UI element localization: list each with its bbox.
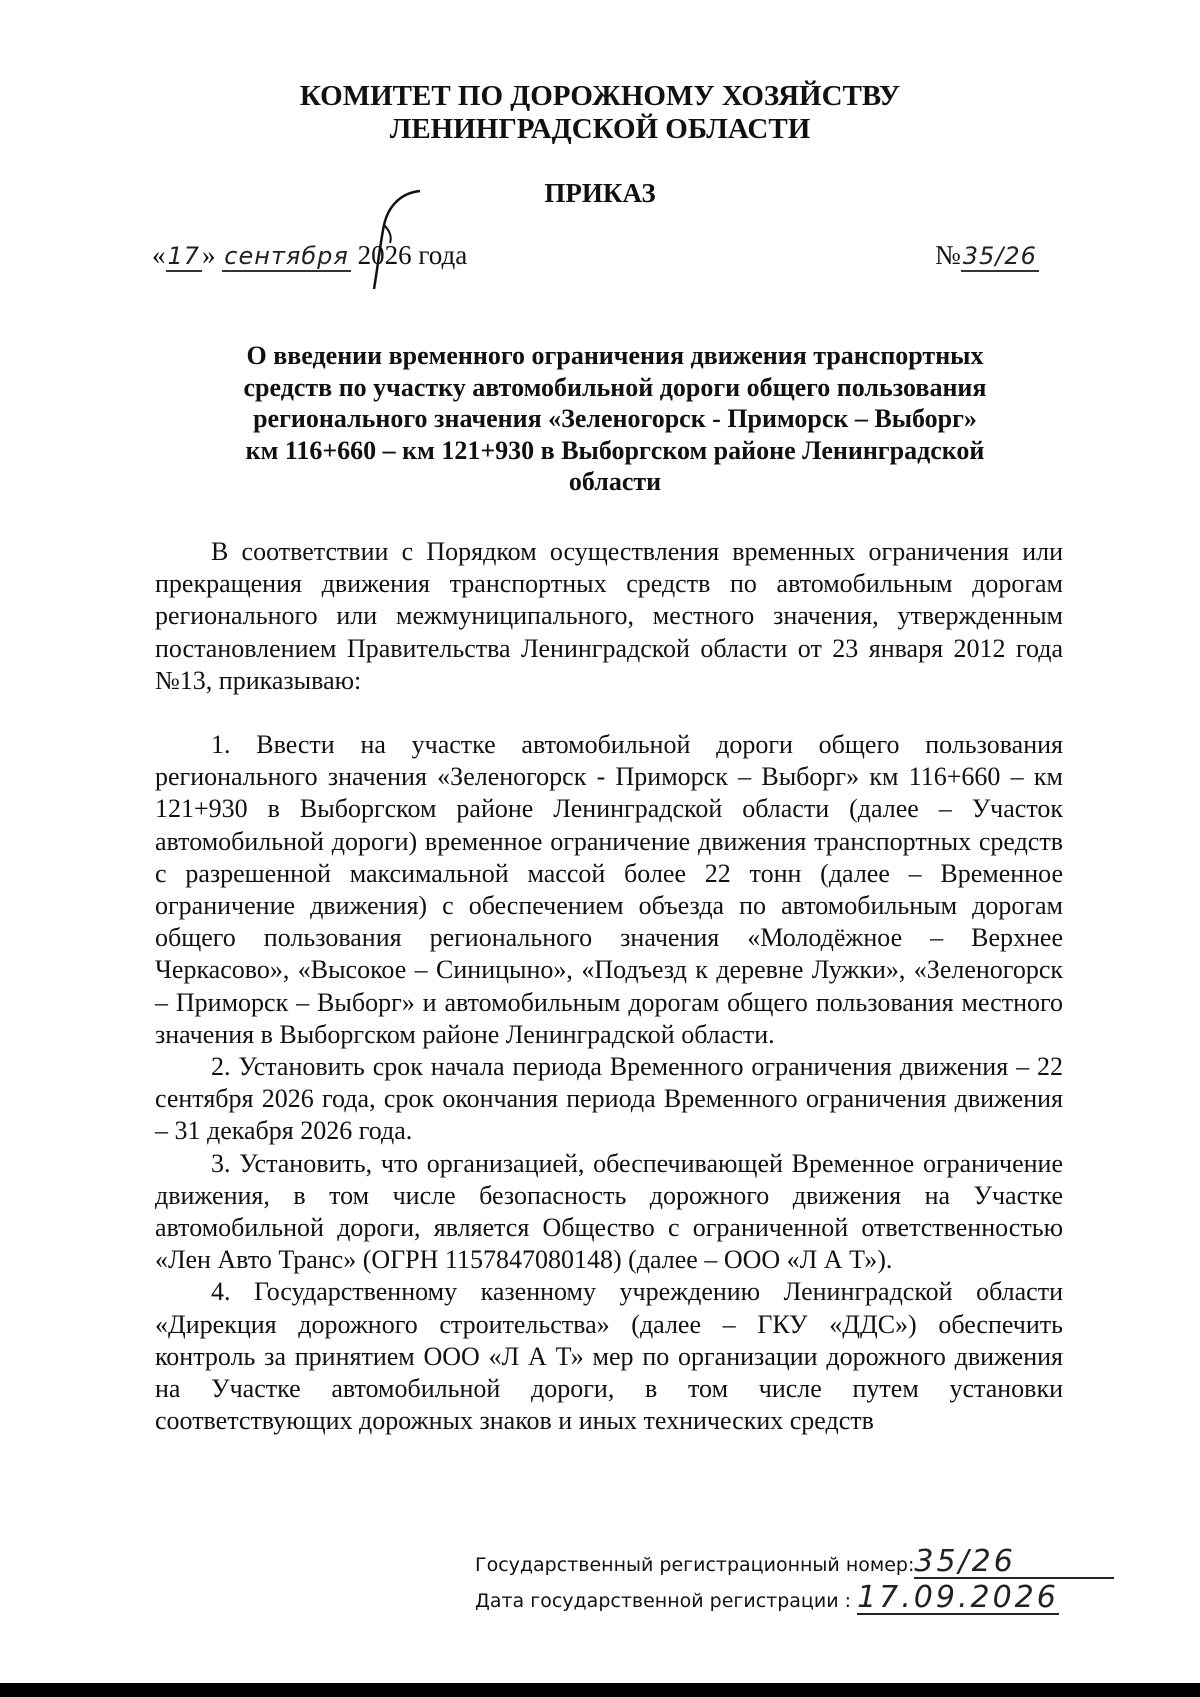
item-4-paragraph: 4. Государственному казенному учреждению Ленинградской области «Дирекция дорожного строительства» (далее – ГКУ «ДДС») обеспечить контроль за принятием ООО «Л А Т» мер по организации дорожного движения на Участке автомобильной дороги, в том числе путем установки соответствующих дорожных знаков и иных технических средств [155,1277,1063,1436]
date-month-handwritten: сентября [224,242,349,270]
subject-line-5: области [568,467,662,496]
item-3-paragraph: 3. Установить, что организацией, обеспечивающей Временное ограничение движения, в том числе безопасность дорожного движения на Участке автомобильной дороги, является Общество с ограниченной ответственностью «Лен Авто Транс» (ОГРН 1157847080148) (далее – ООО «Л А Т»). [155,1148,1063,1275]
order-subject [190,340,1040,498]
date-open-quote: « [152,240,166,270]
registration-number-label: Государственный регистрационный номер: [475,1554,915,1576]
date-year: 2026 года [357,240,468,270]
authority-line-1: КОМИТЕТ ПО ДОРОЖНОМУ ХОЗЯЙСТВУ [299,80,901,112]
issuing-authority [0,80,1200,146]
item-2-paragraph: 2. Установить срок начала периода Временного ограничения движения – 22 сентября 2026 года, срок окончания периода Временного ограничения движения – 31 декабря 2026 года. [155,1052,1063,1146]
subject-line-1: О введении временного ограничения движения транспортных [246,341,984,370]
order-body [155,536,1063,1437]
order-date [152,240,467,271]
subject-line-2: средств по участку автомобильной дороги общего пользования [243,372,987,402]
date-day-handwritten: 17 [167,242,201,270]
order-number-handwritten: 35/26 [962,242,1037,270]
registration-date-row [475,1580,1114,1619]
scan-border-bar [0,1683,1200,1697]
subject-line-4: км 116+660 – км 121+930 в Выборгском районе Ленинградской [245,435,985,465]
item-1-paragraph: 1. Ввести на участке автомобильной дороги общего пользования регионального значения «Зеленогорск - Приморск – Выборг» км 116+660 – км 121+930 в Выборгском районе Ленинградской области (далее – Участок автомобильной дороги) временное ограничение движения транспортных средств с разрешенной максимальной массой более 22 тонн (далее – Временное ограничение движения) с обеспечением объезда по автомобильным дорогам общего пользования регионального значения «Молодёжное – Верхнее Черкасово», «Высокое – Синицыно», «Подъезд к деревне Лужки», «Зеленогорск – Приморск – Выборг» и автомобильным дорогам общего пользования местного значения в Выборгском районе Ленинградской области. [155,730,1063,1049]
registration-date-value: 17.09.2026 [857,1580,1059,1615]
registration-number-value: 35/26 [914,1547,1114,1579]
order-number-prefix: № [935,240,961,270]
preamble-paragraph: В соответствии с Порядком осуществления временных ограничения или прекращения движения транспортных средств по автомобильным дорогам регионального или межмуниципального, местного значения, утвержденным постановлением Правительства Ленинградской области от 23 января 2012 года №13, приказываю: [155,537,1063,695]
date-close-quote: » [202,240,216,270]
registration-stamp [475,1544,1114,1619]
order-number [935,240,1039,271]
document-type: ПРИКАЗ [544,178,656,208]
registration-date-label: Дата государственной регистрации : [475,1590,852,1612]
subject-line-3: регионального значения «Зеленогорск - Приморск – Выборг» [253,404,977,433]
registration-number-row [475,1544,1114,1583]
authority-line-2: ЛЕНИНГРАДСКОЙ ОБЛАСТИ [389,113,811,145]
